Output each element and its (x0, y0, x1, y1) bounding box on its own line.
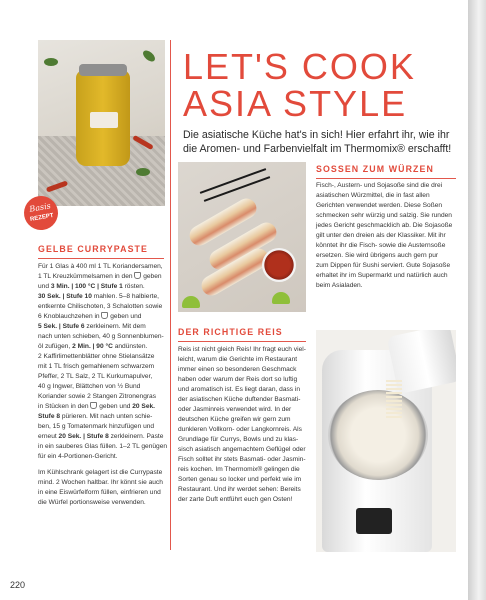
curry-text-line: Pfeffer, 2 TL Salz, 2 TL Kurkumapulver, (38, 373, 153, 380)
column-divider (170, 40, 171, 550)
reis-text-line: leicht, warum die Gerichte im Restaurant (178, 356, 298, 363)
curry-text-line: für ein 4-Portionen-Gericht. (38, 453, 118, 460)
reis-text-line: reis kochen. Im Thermomix® gelingen die (178, 466, 300, 473)
reis-text-line: oder Jasminreis verwendet wird. In der (178, 406, 292, 413)
reis-text-line: haben oder warum der Reis dort so luftig (178, 376, 298, 383)
reis-text-line: der zarte Duft entführt euch gen Osten! (178, 496, 293, 503)
curry-text-line: entkernte Chilischoten, 3 Schalotten sowie (38, 303, 163, 310)
mixing-bowl-icon (101, 312, 108, 319)
curry-note-line: Im Kühlschrank gelagert ist die Currypaste (38, 469, 163, 476)
curry-text-line: 5 Sek. | Stufe 6 zerkleinern. Mit dem (38, 323, 146, 330)
curry-note-line: mind. 2 Wochen haltbar. Ihr könnt sie auch (38, 479, 163, 486)
sossen-text-line: schmecken sehr würzig und salzig. Sie runden (316, 212, 452, 219)
curry-text-line: in Stücken in den geben und 20 Sek. (38, 403, 155, 410)
sossen-text-line: Gerichten verwendet werden. Diese Soßen (316, 202, 443, 209)
spring-rolls-photo (178, 162, 306, 312)
reis-text-line: Reis ist nicht gleich Reis! Ihr fragt euch viel- (178, 346, 306, 353)
sossen-text-line: Fisch-, Austern- und Sojasoße sind die drei (316, 182, 443, 189)
reis-text-line: Grundlage für Currys, Bowls und zu klas- (178, 436, 299, 443)
reis-heading: DER RICHTIGE REIS (178, 327, 283, 337)
sossen-heading: SOSSEN ZUM WÜRZEN (316, 164, 434, 174)
curry-text-line: in ein sauberes Glas füllen. 1–2 TL genügen (38, 443, 168, 450)
reis-text-line: Fisch solltet ihr stets Basmati- oder Jasmin- (178, 456, 306, 463)
sossen-text-line: beim Asialaden. (316, 282, 363, 289)
sossen-text-line: gilt unter den dreien als der Klassiker. Mit ihr (316, 232, 446, 239)
mixing-bowl-icon (90, 402, 97, 409)
curry-text-line: ben, 15 g Tomatenmark hinzufügen und (38, 423, 155, 430)
lead-paragraph: Die asiatische Küche hat's in sich! Hier erfahrt ihr, wie ihr die Aromen- und Farbenvielfalt im Thermomix® erschafft! (183, 129, 452, 155)
sossen-text (316, 181, 458, 291)
page-title: LET'S COOK ASIA STYLE (183, 46, 416, 124)
reis-heading-rule (178, 341, 306, 342)
curry-text-line: 30 Sek. | Stufe 10 mahlen. 5–8 halbierte, (38, 293, 159, 300)
reis-text-line: dunkleren Vollkorn- oder Langkornreis. Als (178, 426, 302, 433)
curry-text-line: 2 Kaffirlimettenblätter ohne Stielansätze (38, 353, 155, 360)
sossen-text-line: asiatischen Würzmittel, die in fast allen (316, 192, 430, 199)
curry-text-line: mit 1 TL frisch gemahlenem schwarzem (38, 363, 155, 370)
curry-note-line: die Würfel portionsweise verwenden. (38, 499, 146, 506)
sossen-text-line: erhaltet ihr im Supermarkt und natürlich auch (316, 272, 448, 279)
curry-text-line: 40 g Ingwer, Blättchen von ½ Bund (38, 383, 141, 390)
book-page-edge (468, 0, 486, 600)
curry-text-line: Koriander sowie 2 Stangen Zitronengras (38, 393, 157, 400)
mixing-bowl-icon (134, 272, 141, 279)
reis-text-line: Sorten genau so locker und perfekt wie im (178, 476, 302, 483)
reis-text-line: der asiatischen Küche duftender Basmati- (178, 396, 301, 403)
curry-heading-rule (38, 258, 164, 259)
curry-text-line: 6 Knoblauchzehen in geben und (38, 313, 142, 320)
curry-text-line: Für 1 Glas à 400 ml 1 TL Koriandersamen, (38, 263, 163, 270)
reis-text (178, 345, 312, 505)
curry-text-line: und 3 Min. | 100 °C | Stufe 1 rösten. (38, 283, 145, 290)
reis-text-line: immer einen so besonderen Geschmack (178, 366, 297, 373)
curry-text-line: öl zufügen, 2 Min. | 90 °C andünsten. (38, 343, 148, 350)
sossen-heading-rule (316, 178, 456, 179)
curry-storage-note (38, 468, 170, 508)
curry-heading: GELBE CURRYPASTE (38, 244, 148, 254)
reis-text-line: sisch asiatisch angemachtem Geflügel oder (178, 446, 306, 453)
sossen-text-line: ersetzen. Sie wird übrigens auch gern pur (316, 252, 439, 259)
sossen-text-line: jedes Gericht geschmacklich ab. Die Sojasoße (316, 222, 453, 229)
sossen-text-line: zum Dippen für Sushi serviert. Gute Sojasoße (316, 262, 451, 269)
thermomix-rice-photo (316, 330, 456, 552)
curry-text-line: nach unten schieben, 40 g Sonnenblumen- (38, 333, 164, 340)
sossen-text-line: könntet ihr die Fisch- sowie die Austernsoße (316, 242, 446, 249)
basis-rezept-badge: Basis REZEPT (21, 193, 60, 232)
curry-recipe-text (38, 262, 170, 462)
reis-text-line: Restaurant. Und ihr werdet sehen: Bereits (178, 486, 301, 493)
page-number: 220 (10, 580, 26, 590)
curry-paste-photo (38, 40, 165, 206)
curry-text-line: erneut 20 Sek. | Stufe 8 zerkleinern. Paste (38, 433, 164, 440)
curry-note-line: in eine Eiswürfelform füllen, einfrieren und (38, 489, 161, 496)
curry-text-line: 1 TL Kreuzkümmelsamen in den geben (38, 273, 162, 280)
reis-text-line: deutschen Küche greifen wir gern zum (178, 416, 291, 423)
reis-text-line: und aromatisch ist. Es liegt daran, dass in (178, 386, 301, 393)
curry-text-line: Stufe 8 pürieren. Mit nach unten schie- (38, 413, 153, 420)
